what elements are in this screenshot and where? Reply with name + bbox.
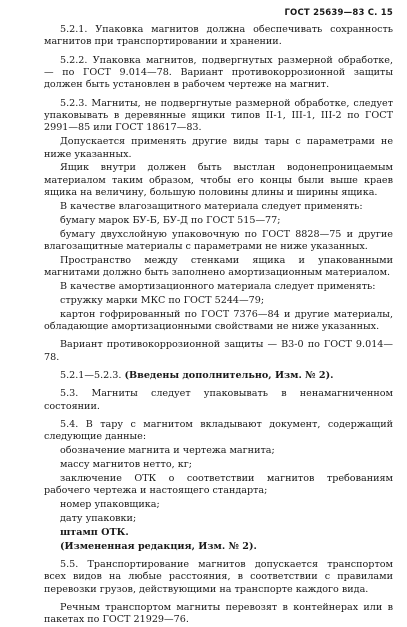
paragraph-5-2-1: 5.2.1. Упаковка магнитов должна обеспечивать сохранность магнитов при транспортировании и хранении. (44, 24, 393, 48)
paragraph-5-2-2: 5.2.2. Упаковка магнитов, подвергнутых размерной обработке, — по ГОСТ 9.014—78. Вариант противокоррозионной защиты должен быть установлен в рабочем чертеже на магнит. (44, 54, 393, 91)
paragraph-5-5: 5.5. Транспортирование магнитов допускается транспортом всех видов на любые расстояния, в соответствии с правилами перевозки грузов, действующими на транспорте каждого вида. (44, 559, 393, 595)
paragraph-5-4: 5.4. В тару с магнитом вкладывают документ, содержащий следующие данные: (44, 419, 393, 443)
list-item-shavings: стружку марки МКС по ГОСТ 5244—79; (60, 294, 265, 306)
list-item-mass: массу магнитов нетто, кг; (60, 459, 192, 471)
document-body (44, 24, 393, 627)
amendment-note-5-2 (44, 370, 393, 382)
list-item-otk-stamp: штамп ОТК. (60, 526, 129, 538)
list-item-paper-bu: бумагу марок БУ-Б, БУ-Д по ГОСТ 515—77; (60, 214, 281, 226)
paragraph-space-filling: Пространство между стенками ящика и упакованными магнитами должно быть заполнено амортизационным материалом. (44, 254, 393, 279)
list-item-packer-number: номер упаковщика; (60, 499, 160, 511)
page-header: ГОСТ 25639—83 С. 15 (284, 8, 393, 18)
amendment-label: (Введены дополнительно, Изм. № 2). (124, 370, 334, 382)
paragraph-5-3: 5.3. Магниты следует упаковывать в ненамагниченном состоянии. (44, 388, 393, 412)
amendment-range: 5.2.1—5.2.3. (60, 370, 125, 382)
paragraph-cushion-material: В качестве амортизационного материала следует применять: (60, 281, 376, 293)
amendment-note-5-4: (Измененная редакция, Изм. № 2). (60, 540, 257, 552)
paragraph-corrosion-variant: Вариант противокоррозионной защиты — В3-0 по ГОСТ 9.014—78. (44, 339, 393, 363)
list-item-paper-two-layer: бумагу двухслойную упаковочную по ГОСТ 8828—75 и другие влагозащитные материалы с параметрами не ниже указанных. (44, 228, 393, 252)
list-item-designation: обозначение магнита и чертежа магнита; (60, 445, 275, 457)
paragraph-other-tare: Допускается применять другие виды тары с параметрами не ниже указанных. (44, 136, 393, 160)
paragraph-river-transport: Речным транспортом магниты перевозят в контейнерах или в пакетах по ГОСТ 21929—76. (44, 602, 393, 626)
list-item-cardboard: картон гофрированный по ГОСТ 7376—84 и другие материалы, обладающие амортизационными свойствами не ниже указанных. (44, 308, 393, 333)
paragraph-moisture-material: В качестве влагозащитного материала следует применять: (60, 200, 363, 212)
list-item-pack-date: дату упаковки; (60, 513, 137, 525)
list-item-otk-conclusion: заключение ОТК о соответствии магнитов требованиям рабочего чертежа и настоящего стандарта; (44, 473, 393, 497)
paragraph-5-2-3: 5.2.3. Магниты, не подвергнутые размерной обработке, следует упаковывать в деревянные ящики типов II-1, III-1, III-2 по ГОСТ 2991—85 или ГОСТ 18617—83. (44, 97, 393, 134)
paragraph-box-lining: Ящик внутри должен быть выстлан водонепроницаемым материалом таким образом, чтобы его концы были выше краев ящика на величину, большую половины длины и ширины ящика. (44, 162, 393, 199)
